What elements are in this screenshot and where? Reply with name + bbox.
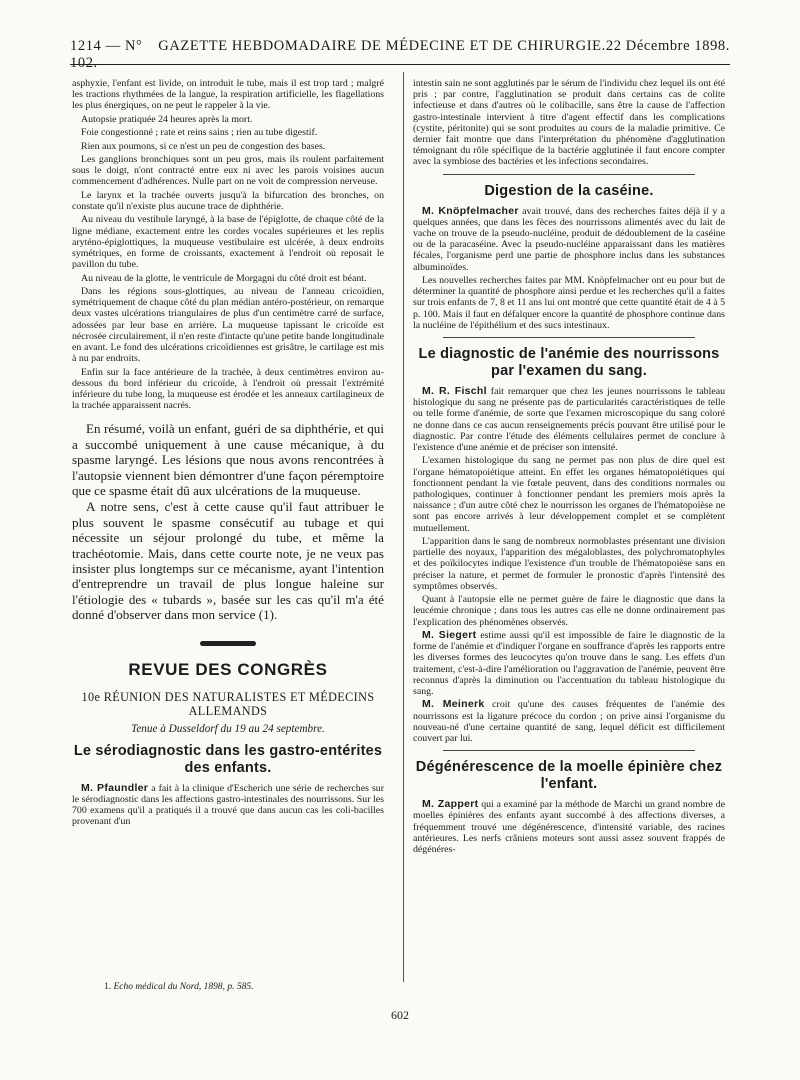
speaker-name: M. Knöpfelmacher <box>422 204 519 217</box>
paragraph: estime aussi qu'il est impossible de faire le diagnostic de la forme de l'anémie et d'indiquer l'organe en souffrance d'après les rapports entre les diverses formes des leucocytes qu'on trouve dans le sang. Les effets d'un traitement, c'est-à-dire l'amélioration ou l'aggravation de l'anémie, peuvent être reconnus d'après la diminution ou l'accentuation du tableau histologique du sang. <box>413 630 725 698</box>
meeting-dates: Tenue à Dusseldorf du 19 au 24 septembre. <box>131 722 325 735</box>
paragraph: Dans les régions sous-glottiques, au niveau de l'anneau cricoïdien, symétriquement de chaque côté du plan médian antéro-postérieur, on remarque deux vastes ulcérations triangulaires de plus d'un centimètre carré de surface, adossées par leur base en arrière. La muqueuse tapissant le cricoïde est nécrosée circulairement, il n'en reste d'intacte qu'une petite bande longitudinale en avant. Le fond des ulcérations cricoïdiennes est grisâtre, le cartilage est mis à nu par endroits. <box>72 285 384 365</box>
paragraph: L'examen histologique du sang ne permet pas non plus de dire quel est l'organe hématopoiétique atteint. En effet les organes hématopoiétiques qui fonctionnent pendant la vie fœtale peuvent, dans des conditions normales ou pathologiques, continuer à fonctionner pendant les premiers mois après la naissance ; d'un autre côté chez le nourrisson les organes de l'hématopoièse ne sont pas encore arrivés à leur développement complet et se complètent mutuellement. <box>413 455 725 534</box>
section-rule <box>443 174 695 175</box>
footnote-number: 1. <box>104 982 112 992</box>
paragraph: Les nouvelles recherches faites par MM. Knöpfelmacher ont eu pour but de déterminer la quantité de phosphore ainsi perdue et les recherches qu'il a faites sur trois enfants de 7, 8 et 11 ans lui ont montré que cette quantité était de 4 à 5 p. 100. Mais il faut en défalquer encore la quantité de phosphore continue dans la nucléine de l'épithélium et des sucs intestinaux. <box>413 275 725 331</box>
header-page-number: 1214 — N° 102. <box>70 38 143 71</box>
paragraph: L'apparition dans le sang de nombreux normoblastes présentant une division partielle des noyaux, l'apparition des mégaloblastes, des polychromatophyles et des poïkilocytes indique l'existence d'un trouble de l'hématopoièse sans en préciser la nature, et permet de formuler le pronostic d'après l'intensité des symptômes observés. <box>413 536 725 592</box>
paragraph: qui a examiné par la méthode de Marchi un grand nombre de moelles épinières des enfants ayant succombé à des affections diverses, a fréquemment trouvé une dégénérescence, d'intensité variable, des racines antérieures. Les nerfs crâniens moteurs sont aussi assez souvent frappés de dégénéres- <box>413 799 725 856</box>
paragraph: En résumé, voilà un enfant, guéri de sa diphthérie, et qui a succombé uniquement à une cause mécanique, à du spasme laryngé. Les lésions que nous avons rencontrées à l'autopsie viennent bien démontrer d'une façon péremptoire que ce spasme était dû aux ulcérations de la muqueuse. <box>72 421 384 498</box>
paragraph: croit qu'une des causes fréquentes de l'anémie des nourrissons est la ligature précoce du cordon ; on prive ainsi l'organisme du nouveau-né d'une certaine quantité de sang, lequel déficit est difficilement couvert par lui. <box>413 699 725 745</box>
paragraph: Au niveau du vestibule laryngé, à la base de l'épiglotte, de chaque côté de la ligne médiane, exactement entre les cordes vocales supérieures et les replis aryténo-épiglottiques, la muqueuse vestibulaire est ulcérée, à deux endroits symétriques, en forme de croissants, exactement à l'endroit où reposait le pavillon du tube. <box>72 214 384 271</box>
issue-date: 22 Décembre 1898. <box>605 38 730 54</box>
paragraph: Autopsie pratiquée 24 heures après la mort. <box>81 113 253 125</box>
section-title: REVUE DES CONGRÈS <box>128 659 328 679</box>
speaker-name: M. Siegert <box>422 629 477 642</box>
article-heading: Dégénérescence de la moelle épinière chez l'enfant. <box>415 759 723 793</box>
paragraph: avait trouvé, dans des recherches faites déjà il y a quelques années, que dans les fèces des nourrissons alimentés avec du lait de vache on trouve de la pseudo-nucléine, produit de dédoublement de la caséine ou de la paracaséine. Avec la pseudo-nucléine apparaissant dans les matières fécales, l'organisme perd une partie de phosphore inclus dans les substances albuminoïdes. <box>413 205 725 273</box>
article-heading: Le diagnostic de l'anémie des nourrissons par l'examen du sang. <box>418 346 720 380</box>
right-column <box>413 78 725 857</box>
paragraph: fait remarquer que chez les jeunes nourrissons le tableau histologique du sang ne présente pas de particularités caractéristiques de telle ou telle forme d'anémie, de sorte que l'examen microscopique du sang coloré ne donne dans ce cas aucun renseignements précis pouvant être utilisé pour le diagnostic. Par contre l'étude des éléments cellulaires permet de conclure à l'existence d'une anémie et de préciser son intensité. <box>413 386 725 454</box>
paragraph: Les ganglions bronchiques sont un peu gros, mais ils roulent parfaitement sous le doigt, n'ont contracté entre eux ni avec les parois voisines aucun commencement d'adhérences. Nulle part on ne voit de compression nerveuse. <box>72 153 384 188</box>
section-rule <box>443 337 695 338</box>
paragraph: asphyxie, l'enfant est livide, on introduit le tube, mais il est trop tard ; malgré les tractions rhythmées de la langue, la respiration artificielle, les flagellations les plus énergiques, on ne peut le rappeler à la vie. <box>72 78 384 112</box>
paragraph: intestin sain ne sont agglutinés par le sérum de l'individu chez lequel ils ont été pris ; par contre, l'agglutination se produit dans certains cas de colite infectieuse et dans d'autres où le colibacille, sans être la cause de l'affection gastro-intestinale intervient à titre d'agent effectif dans les complications (cystite, péritonite) qui se sont produites au cours de la maladie primitive. Ce dernier fait montre que dans l'interprétation du phénomène d'agglutination témoignant du rôle spécifique de la bactérie agglutinée il faut encore compter avec la symbiose des bactéries et les infections secondaires. <box>413 78 725 168</box>
paragraph: Le larynx et la trachée ouverts jusqu'à la bifurcation des bronches, on constate qu'il n'existe plus aucune trace de diphthérie. <box>72 189 384 212</box>
journal-title: GAZETTE HEBDOMADAIRE DE MÉDECINE ET DE CHIRURGIE. <box>158 38 606 54</box>
speaker-name: M. Zappert <box>422 798 479 811</box>
column-rule <box>403 72 404 982</box>
paragraph: Enfin sur la face antérieure de la trachée, à deux centimètres environ au-dessous du bord inférieur du cricoïde, à l'endroit où pressait l'extrémité inférieure du tube long, la muqueuse est érodée et les anneaux cartilagineux de la trachée apparaissent nacrés. <box>72 366 384 412</box>
article-heading: Le sérodiagnostic dans les gastro-entérites des enfants. <box>73 742 383 776</box>
page-folio: 602 <box>391 1008 409 1022</box>
paragraph: Au niveau de la glotte, le ventricule de Morgagni du côté droit est béant. <box>81 272 367 284</box>
paragraph: a fait à la clinique d'Escherich une série de recherches sur le sérodiagnostic dans les affections gastro-intestinales des nourrissons. Sur les 700 examens qu'il a pratiqués il a trouvé que dans aucun cas les coli-bacilles provenant d'un <box>72 782 384 828</box>
header-rule <box>70 64 730 65</box>
speaker-name: M. Pfaundler <box>81 781 149 794</box>
left-column <box>72 78 384 830</box>
article-heading: Digestion de la caséine. <box>484 182 654 199</box>
section-rule <box>443 750 695 751</box>
meeting-title: 10e RÉUNION DES NATURALISTES ET MÉDECINS ALLEMANDS <box>81 689 375 719</box>
paragraph: Rien aux poumons, si ce n'est un peu de congestion des bases. <box>81 140 326 152</box>
running-header <box>70 38 730 71</box>
paragraph: A notre sens, c'est à cette cause qu'il faut attribuer le plus souvent le spasme consécutif au tubage et qui nécessite un séjour prolongé du tube, et même la trachéotomie. Mais, dans cette courte note, je ne veux pas insister plus longtemps sur ce mécanisme, ayant l'intention d'entreprendre un travail de plus longue haleine sur l'étiologie des « tubards », basée sur les cas qu'il m'a été donné d'observer dans mon service (1). <box>72 499 384 623</box>
speaker-name: M. R. Fischl <box>422 385 487 398</box>
ornamental-divider <box>200 641 256 646</box>
speaker-name: M. Meinerk <box>422 698 485 711</box>
paragraph: Quant à l'autopsie elle ne permet guère de faire le diagnostic que dans la leucémie chronique ; dans tous les autres cas elle ne donne ordinairement pas l'explication des phénomènes observés. <box>413 594 725 628</box>
footnote-text: Echo médical du Nord, 1898, p. 585. <box>113 982 254 992</box>
footnote <box>104 982 254 992</box>
paragraph: Foie congestionné ; rate et reins sains ; rien au tube digestif. <box>81 127 318 139</box>
